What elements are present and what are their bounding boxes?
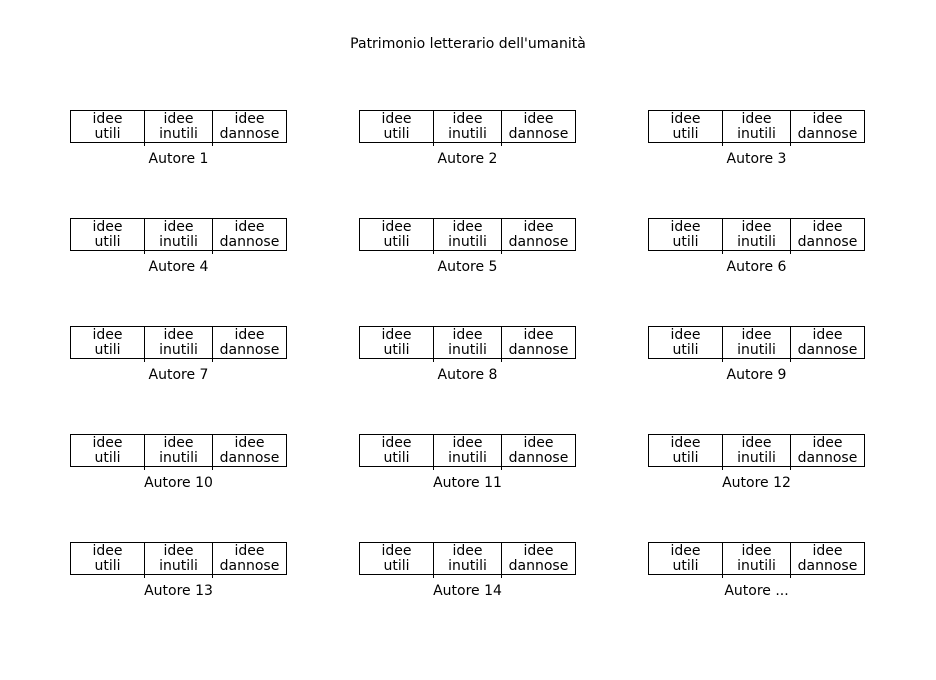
idea-cell-line1: idee bbox=[381, 218, 412, 235]
idea-cell-line2: utili bbox=[94, 341, 121, 358]
author-caption: Autore 8 bbox=[437, 367, 498, 383]
idea-cell-utili bbox=[649, 111, 723, 142]
author-block bbox=[70, 218, 287, 276]
idea-cell-line1: idee bbox=[670, 434, 701, 451]
idea-table bbox=[359, 326, 576, 359]
idea-cell-line2: dannose bbox=[219, 341, 280, 358]
idea-cell-line2: utili bbox=[672, 125, 699, 142]
idea-cell-utili bbox=[360, 435, 434, 466]
idea-cell-inutili bbox=[723, 435, 791, 466]
idea-cell-utili bbox=[360, 543, 434, 574]
author-caption: Autore 4 bbox=[148, 259, 209, 275]
idea-cell-dannose bbox=[502, 543, 575, 574]
idea-cell-inutili bbox=[145, 111, 213, 142]
idea-cell-inutili bbox=[723, 219, 791, 250]
author-caption: Autore 11 bbox=[433, 475, 502, 491]
idea-cell-dannose bbox=[502, 435, 575, 466]
author-block bbox=[648, 434, 865, 492]
idea-cell-line1: idee bbox=[670, 110, 701, 127]
idea-cell-line2: inutili bbox=[159, 449, 198, 466]
idea-table bbox=[359, 110, 576, 143]
idea-cell-inutili bbox=[434, 543, 502, 574]
idea-cell-line1: idee bbox=[741, 218, 772, 235]
idea-cell-line1: idee bbox=[741, 542, 772, 559]
idea-cell-inutili bbox=[145, 435, 213, 466]
idea-cell-line2: inutili bbox=[159, 233, 198, 250]
idea-cell-utili bbox=[649, 327, 723, 358]
idea-cell-utili bbox=[649, 435, 723, 466]
idea-table bbox=[70, 326, 287, 359]
idea-cell-utili bbox=[71, 219, 145, 250]
idea-cell-line2: inutili bbox=[737, 125, 776, 142]
idea-cell-line1: idee bbox=[92, 434, 123, 451]
idea-cell-line1: idee bbox=[452, 110, 483, 127]
idea-cell-line2: dannose bbox=[797, 341, 858, 358]
idea-cell-line1: idee bbox=[670, 326, 701, 343]
idea-cell-line2: dannose bbox=[797, 233, 858, 250]
idea-cell-line1: idee bbox=[163, 326, 194, 343]
idea-cell-line2: inutili bbox=[159, 557, 198, 574]
idea-cell-line1: idee bbox=[523, 218, 554, 235]
author-block bbox=[359, 542, 576, 600]
idea-cell-line1: idee bbox=[452, 434, 483, 451]
page-title: Patrimonio letterario dell'umanità bbox=[350, 36, 586, 52]
idea-cell-line2: inutili bbox=[159, 341, 198, 358]
idea-cell-dannose bbox=[213, 327, 286, 358]
idea-cell-dannose bbox=[213, 219, 286, 250]
idea-cell-line2: utili bbox=[672, 557, 699, 574]
idea-cell-line1: idee bbox=[741, 110, 772, 127]
idea-cell-line1: idee bbox=[92, 326, 123, 343]
idea-cell-line1: idee bbox=[92, 542, 123, 559]
idea-cell-utili bbox=[360, 111, 434, 142]
idea-cell-line2: inutili bbox=[737, 557, 776, 574]
idea-cell-dannose bbox=[791, 435, 864, 466]
idea-cell-line1: idee bbox=[812, 542, 843, 559]
idea-cell-line2: utili bbox=[672, 341, 699, 358]
author-caption: Autore ... bbox=[724, 583, 789, 599]
idea-cell-line1: idee bbox=[381, 542, 412, 559]
idea-cell-line1: idee bbox=[812, 434, 843, 451]
idea-table bbox=[359, 542, 576, 575]
author-block bbox=[359, 218, 576, 276]
idea-cell-dannose bbox=[791, 219, 864, 250]
idea-cell-line2: utili bbox=[94, 449, 121, 466]
author-block bbox=[648, 110, 865, 168]
author-block bbox=[70, 434, 287, 492]
idea-cell-line1: idee bbox=[523, 110, 554, 127]
idea-cell-line1: idee bbox=[452, 218, 483, 235]
idea-cell-line1: idee bbox=[812, 326, 843, 343]
idea-cell-line1: idee bbox=[523, 542, 554, 559]
author-caption: Autore 9 bbox=[726, 367, 787, 383]
idea-cell-line2: dannose bbox=[219, 557, 280, 574]
idea-cell-line1: idee bbox=[812, 218, 843, 235]
idea-table bbox=[648, 110, 865, 143]
idea-cell-line2: inutili bbox=[448, 557, 487, 574]
idea-cell-dannose bbox=[791, 543, 864, 574]
author-block bbox=[70, 110, 287, 168]
idea-cell-inutili bbox=[723, 111, 791, 142]
idea-cell-inutili bbox=[434, 327, 502, 358]
idea-cell-dannose bbox=[502, 111, 575, 142]
idea-cell-line2: utili bbox=[672, 233, 699, 250]
idea-cell-utili bbox=[649, 219, 723, 250]
author-block bbox=[359, 326, 576, 384]
idea-cell-line1: idee bbox=[523, 434, 554, 451]
idea-cell-line1: idee bbox=[234, 218, 265, 235]
idea-cell-line2: utili bbox=[383, 341, 410, 358]
idea-cell-line2: dannose bbox=[219, 233, 280, 250]
idea-table bbox=[359, 434, 576, 467]
idea-cell-line2: utili bbox=[383, 449, 410, 466]
author-block bbox=[70, 542, 287, 600]
idea-cell-dannose bbox=[213, 543, 286, 574]
idea-cell-line1: idee bbox=[92, 218, 123, 235]
idea-table bbox=[648, 434, 865, 467]
idea-cell-line1: idee bbox=[741, 434, 772, 451]
idea-table bbox=[648, 326, 865, 359]
author-caption: Autore 3 bbox=[726, 151, 787, 167]
idea-cell-line1: idee bbox=[163, 110, 194, 127]
idea-cell-line1: idee bbox=[670, 218, 701, 235]
author-caption: Autore 14 bbox=[433, 583, 502, 599]
idea-table bbox=[70, 218, 287, 251]
idea-cell-line1: idee bbox=[381, 434, 412, 451]
authors-grid bbox=[0, 110, 936, 600]
idea-cell-line2: inutili bbox=[448, 341, 487, 358]
idea-cell-utili bbox=[360, 219, 434, 250]
idea-cell-line1: idee bbox=[234, 110, 265, 127]
idea-cell-dannose bbox=[213, 435, 286, 466]
idea-cell-line1: idee bbox=[670, 542, 701, 559]
author-caption: Autore 7 bbox=[148, 367, 209, 383]
idea-table bbox=[70, 434, 287, 467]
idea-cell-line2: dannose bbox=[508, 125, 569, 142]
idea-cell-line2: dannose bbox=[508, 557, 569, 574]
idea-cell-utili bbox=[649, 543, 723, 574]
idea-cell-line2: inutili bbox=[448, 449, 487, 466]
author-caption: Autore 6 bbox=[726, 259, 787, 275]
idea-cell-line2: utili bbox=[672, 449, 699, 466]
idea-cell-line2: dannose bbox=[508, 341, 569, 358]
author-caption: Autore 5 bbox=[437, 259, 498, 275]
idea-cell-line1: idee bbox=[234, 434, 265, 451]
author-block bbox=[70, 326, 287, 384]
idea-cell-line2: dannose bbox=[797, 449, 858, 466]
idea-cell-line2: inutili bbox=[159, 125, 198, 142]
idea-cell-line1: idee bbox=[741, 326, 772, 343]
idea-cell-line2: inutili bbox=[737, 341, 776, 358]
idea-cell-inutili bbox=[723, 327, 791, 358]
idea-cell-utili bbox=[71, 111, 145, 142]
idea-cell-line1: idee bbox=[452, 542, 483, 559]
idea-cell-line1: idee bbox=[163, 218, 194, 235]
idea-cell-line2: dannose bbox=[219, 449, 280, 466]
idea-cell-line1: idee bbox=[92, 110, 123, 127]
idea-table bbox=[648, 218, 865, 251]
idea-cell-dannose bbox=[791, 111, 864, 142]
idea-cell-line1: idee bbox=[234, 542, 265, 559]
idea-table bbox=[648, 542, 865, 575]
idea-cell-utili bbox=[71, 327, 145, 358]
idea-cell-utili bbox=[71, 435, 145, 466]
author-caption: Autore 2 bbox=[437, 151, 498, 167]
idea-cell-inutili bbox=[434, 219, 502, 250]
idea-cell-dannose bbox=[502, 219, 575, 250]
idea-cell-line2: dannose bbox=[508, 449, 569, 466]
idea-cell-line2: inutili bbox=[448, 233, 487, 250]
idea-cell-line2: inutili bbox=[737, 449, 776, 466]
author-caption: Autore 1 bbox=[148, 151, 209, 167]
author-caption: Autore 13 bbox=[144, 583, 213, 599]
idea-cell-inutili bbox=[145, 219, 213, 250]
idea-cell-line1: idee bbox=[523, 326, 554, 343]
author-block bbox=[648, 542, 865, 600]
author-block bbox=[359, 110, 576, 168]
author-block bbox=[359, 434, 576, 492]
author-caption: Autore 10 bbox=[144, 475, 213, 491]
idea-cell-line2: utili bbox=[94, 233, 121, 250]
idea-cell-line2: dannose bbox=[797, 125, 858, 142]
idea-table bbox=[70, 110, 287, 143]
idea-cell-line1: idee bbox=[163, 434, 194, 451]
idea-cell-line2: utili bbox=[383, 557, 410, 574]
idea-cell-line2: inutili bbox=[448, 125, 487, 142]
idea-cell-dannose bbox=[213, 111, 286, 142]
idea-cell-line1: idee bbox=[812, 110, 843, 127]
idea-cell-line2: inutili bbox=[737, 233, 776, 250]
idea-cell-line1: idee bbox=[452, 326, 483, 343]
author-block bbox=[648, 218, 865, 276]
idea-cell-utili bbox=[360, 327, 434, 358]
idea-table bbox=[70, 542, 287, 575]
idea-cell-utili bbox=[71, 543, 145, 574]
idea-cell-line2: dannose bbox=[219, 125, 280, 142]
idea-cell-line2: utili bbox=[94, 557, 121, 574]
idea-cell-inutili bbox=[145, 543, 213, 574]
idea-cell-line2: utili bbox=[94, 125, 121, 142]
idea-cell-inutili bbox=[434, 435, 502, 466]
idea-cell-inutili bbox=[434, 111, 502, 142]
idea-table bbox=[359, 218, 576, 251]
author-caption: Autore 12 bbox=[722, 475, 791, 491]
idea-cell-line2: dannose bbox=[508, 233, 569, 250]
idea-cell-line1: idee bbox=[381, 110, 412, 127]
idea-cell-dannose bbox=[791, 327, 864, 358]
idea-cell-dannose bbox=[502, 327, 575, 358]
idea-cell-line1: idee bbox=[163, 542, 194, 559]
idea-cell-inutili bbox=[723, 543, 791, 574]
idea-cell-line2: utili bbox=[383, 233, 410, 250]
idea-cell-line1: idee bbox=[234, 326, 265, 343]
idea-cell-line2: dannose bbox=[797, 557, 858, 574]
author-block bbox=[648, 326, 865, 384]
idea-cell-line1: idee bbox=[381, 326, 412, 343]
idea-cell-inutili bbox=[145, 327, 213, 358]
idea-cell-line2: utili bbox=[383, 125, 410, 142]
